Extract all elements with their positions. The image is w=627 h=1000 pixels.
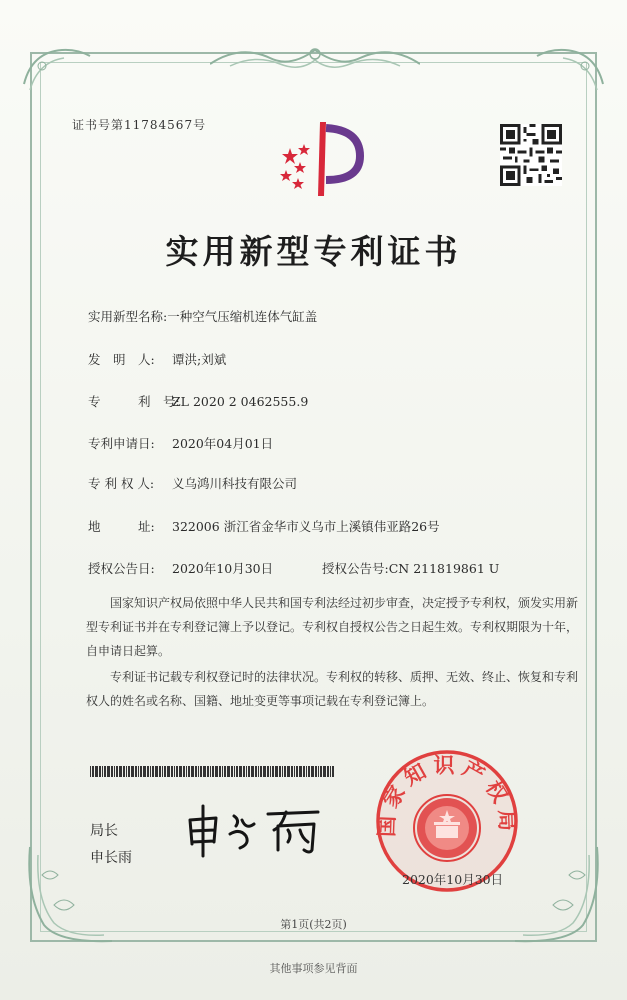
field-label: 地 址: bbox=[88, 519, 155, 534]
field-label: 专 利 号: bbox=[88, 394, 180, 409]
top-ornament-icon bbox=[210, 40, 420, 74]
director-title: 局长 bbox=[90, 823, 118, 839]
svg-text:国家知识产权局: 国家知识产权局 bbox=[374, 753, 520, 838]
field-patentee bbox=[88, 474, 297, 492]
field-value: 2020年10月30日 bbox=[172, 561, 274, 576]
footer-note: 其他事项参见背面 bbox=[269, 962, 358, 975]
field-address bbox=[88, 517, 440, 535]
corner-ornament-top-left-icon bbox=[22, 44, 92, 94]
field-value: 一种空气压缩机连体气缸盖 bbox=[167, 309, 318, 324]
body-paragraph: 国家知识产权局依照中华人民共和国专利法经过初步审查，决定授予专利权，颁发实用新型专利证书并在专利登记簿上予以登记。专利权自授权公告之日起生效。专利权期限为十年，自申请日起算。 bbox=[86, 596, 579, 658]
corner-ornament-top-right-icon bbox=[535, 44, 605, 94]
signature-icon bbox=[182, 800, 332, 860]
field-value: 322006 浙江省金华市义乌市上溪镇伟亚路26号 bbox=[172, 519, 440, 534]
field-value: 谭洪;刘斌 bbox=[172, 352, 227, 367]
body-paragraph: 专利证书记载专利权登记时的法律状况。专利权的转移、质押、无效、终止、恢复和专利权人的姓名或名称、国籍、地址变更等事项记载在专利登记簿上。 bbox=[86, 670, 579, 708]
field-application-date bbox=[88, 434, 273, 452]
field-value: 义乌鸿川科技有限公司 bbox=[172, 476, 298, 491]
qr-code-icon bbox=[500, 124, 562, 186]
field-label: 专 利 权 人: bbox=[88, 476, 155, 491]
seal-date: 2020年10月30日 bbox=[402, 872, 504, 887]
field-patent-number bbox=[88, 392, 308, 410]
barcode-icon bbox=[90, 766, 335, 777]
page-number: 第1页(共2页) bbox=[280, 918, 347, 931]
field-value: ZL 2020 2 0462555.9 bbox=[172, 394, 309, 409]
director-name: 申长雨 bbox=[90, 850, 132, 866]
field-label: 授权公告日: bbox=[88, 561, 155, 576]
page-title: 实用新型专利证书 bbox=[165, 232, 462, 271]
field-grant-number bbox=[322, 559, 499, 577]
certificate-number: 证书号第11784567号 bbox=[72, 118, 207, 132]
cnipa-logo-icon bbox=[274, 118, 364, 198]
field-label: 实用新型名称: bbox=[88, 309, 168, 324]
field-value: 2020年04月01日 bbox=[172, 436, 274, 451]
field-label: 专利申请日: bbox=[88, 436, 155, 451]
field-label: 发 明 人: bbox=[88, 352, 155, 367]
field-inventor bbox=[88, 350, 226, 368]
field-grant-date bbox=[88, 559, 273, 577]
field-value: CN 211819861 U bbox=[388, 561, 500, 576]
field-label: 授权公告号: bbox=[322, 561, 389, 576]
field-utility-model-name bbox=[88, 307, 317, 325]
